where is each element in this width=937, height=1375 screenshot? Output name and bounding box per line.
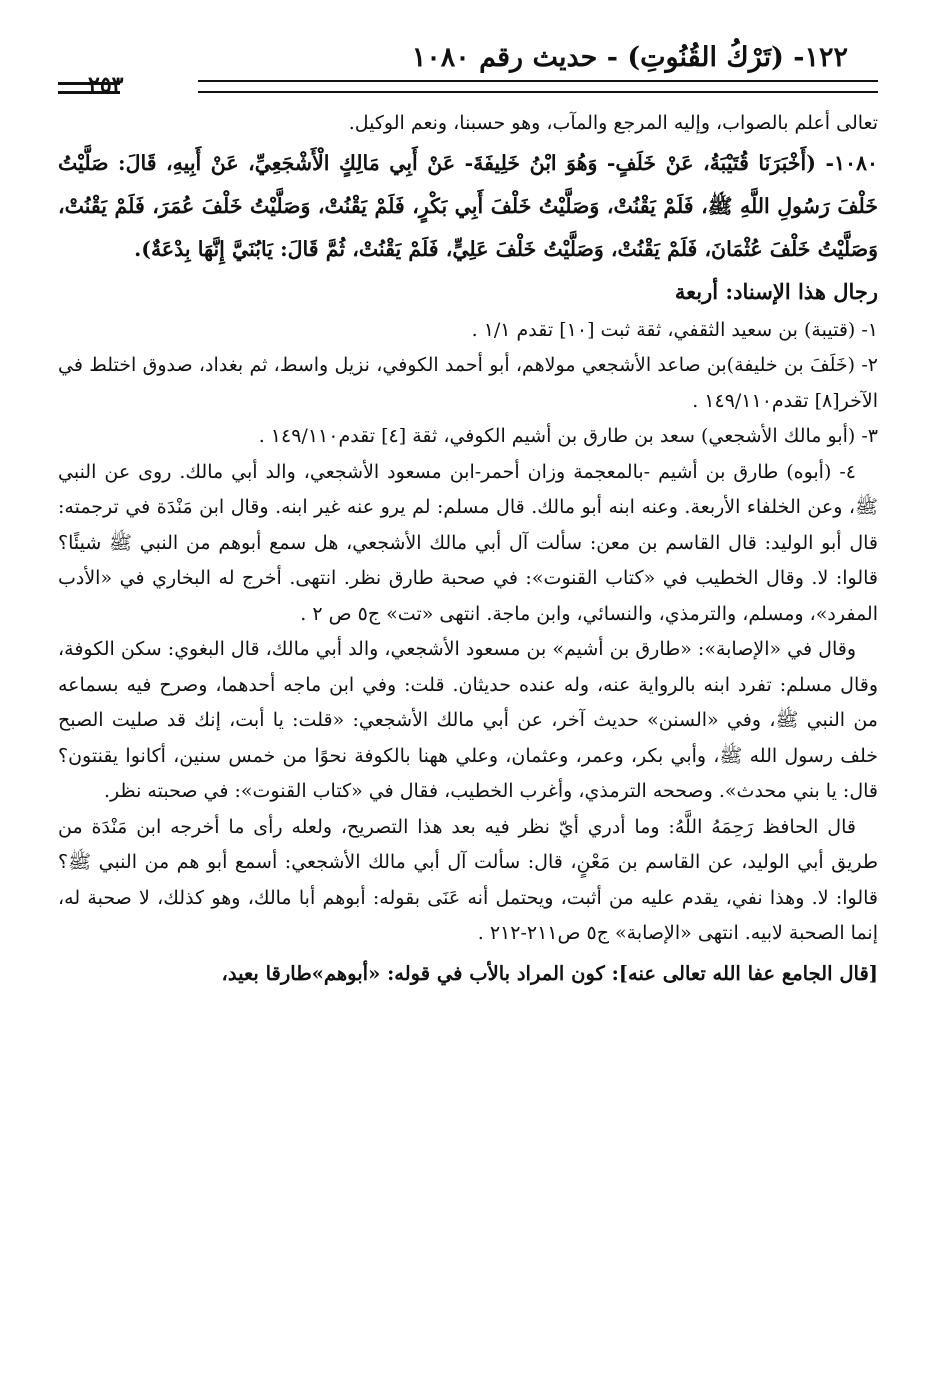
page-body xyxy=(58,106,878,996)
page-number: ٢٥٣ xyxy=(88,72,124,98)
page-number-rule-bottom xyxy=(58,91,120,94)
book-page xyxy=(58,28,878,1338)
running-title: ١٢٢- (تَرْكُ القُنُوتِ) - حديث رقم ١٠٨٠ xyxy=(411,42,848,73)
isaba-paragraph: وقال في «الإصابة»: «طارق بن أشيم» بن مسعود الأشجعي، والد أبي مالك، قال البغوي: سكن الكوفة، وقال مسلم: تفرد ابنه بالرواية عنه، وله عنده حديثان. قلت: وفي ابن ماجه أحدهما، وصرح فيه بسماعه من النبي ﷺ، وفي «السنن» حديث آخر، عن أبي مالك الأشجعي: «قلت: يا أبت، إنك قد صليت الصبح خلف رسول الله ﷺ، وأبي بكر، وعمر، وعثمان، وعلي ههنا بالكوفة نحوًا من خمس سنين، أكانوا يقنتون؟ قال: يا بني محدث». وصححه الترمذي، وأغرب الخطيب، فقال في «كتاب القنوت»: في صحبته نظر. xyxy=(58,638,878,802)
header-rule xyxy=(198,80,878,93)
narrators-heading: رجال هذا الإسناد: أربعة xyxy=(674,278,878,304)
page-header xyxy=(58,28,878,106)
narrator-1: ١- (قتيبة) بن سعيد الثقفي، ثقة ثبت [١٠] تقدم ١/١ . xyxy=(471,318,878,341)
intro-line: تعالى أعلم بالصواب، وإليه المرجع والمآب، وهو حسبنا، ونعم الوكيل. xyxy=(348,112,878,134)
page-number-rule-top xyxy=(58,82,120,85)
hafiz-paragraph: قال الحافظ رَحِمَهُ اللَّهُ: وما أدري أيّ نظر فيه بعد هذا التصريح، ولعله رأى ما أخرجه ابن مَنْدَة من طريق أبي الوليد، عن القاسم بن مَعْنٍ، قال: سألت آل أبي مالك الأشجعي: أسمع أبو هم من النبي ﷺ؟ قالوا: لا. وهذا نفي، يقدم عليه من أثبت، ويحتمل أنه عَنَى بقوله: أبوهم أبا مالك، وهو كذلك، لا صحبة له، إنما الصحبة لابيه. انتهى «الإصابة» ج٥ ص٢١١-٢١٢ . xyxy=(58,815,878,944)
compiler-conclusion: [قال الجامع عفا الله تعالى عنه]: كون المراد بالأب في قوله: «أبوهم»طارقا بعيد، xyxy=(221,961,878,985)
narrator-3: ٣- (أبو مالك الأشجعي) سعد بن طارق بن أشيم الكوفي، ثقة [٤] تقدم١٤٩/١١٠ . xyxy=(258,425,878,447)
narrator-2: ٢- (خَلَفَ بن خليفة)بن صاعد الأشجعي مولاهم، أبو أحمد الكوفي، نزيل واسط، ثم بغداد، صدوق اختلط في الآخر[٨] تقدم١٤٩/١١٠ . xyxy=(58,354,878,412)
narrator-4: ٤- (أبوه) طارق بن أشيم -بالمعجمة وزان أحمر-ابن مسعود الأشجعي، والد أبي مالك. روى عن النبي ﷺ، وعن الخلفاء الأربعة. وعنه ابنه أبو مالك. قال مسلم: لم يرو عنه غير ابنه. وقال ابن مَنْدَة في ترجمته: قال أبو الوليد: قال القاسم بن معن: سألت آل أبي مالك الأشجعي، هل سمع أبوهم من النبي ﷺ شيئًا؟ قالوا: لا. وقال الخطيب في «كتاب القنوت»: في صحبة طارق نظر. انتهى. أخرج له البخاري في «الأدب المفرد»، ومسلم، والترمذي، والنسائي، وابن ماجة. انتهى «تت» ج٥ ص ٢ . xyxy=(58,460,879,625)
hadith-text: ١٠٨٠- (أَخْبَرَنَا قُتَيْبَةُ، عَنْ خَلَفٍ- وَهُوَ ابْنُ خَلِيفَةَ- عَنْ أَبِي مَالِكٍ الْأَشْجَعِيِّ، عَنْ أَبِيهِ، قَالَ: صَلَّيْتُ خَلْفَ رَسُولِ اللَّهِ ﷺ، فَلَمْ يَقْنُتْ، وَصَلَّيْتُ خَلْفَ أَبِي بَكْرٍ، فَلَمْ يَقْنُتْ، وَصَلَّيْتُ خَلْفَ عُمَرَ، فَلَمْ يَقْنُتْ، وَصَلَّيْتُ خَلْفَ عُثْمَانَ، فَلَمْ يَقْنُتْ، وَصَلَّيْتُ خَلْفَ عَلِيٍّ، فَلَمْ يَقْنُتْ، ثُمَّ قَالَ: يَابُنَيَّ إِنَّهَا بِدْعَةٌ). xyxy=(58,150,878,261)
